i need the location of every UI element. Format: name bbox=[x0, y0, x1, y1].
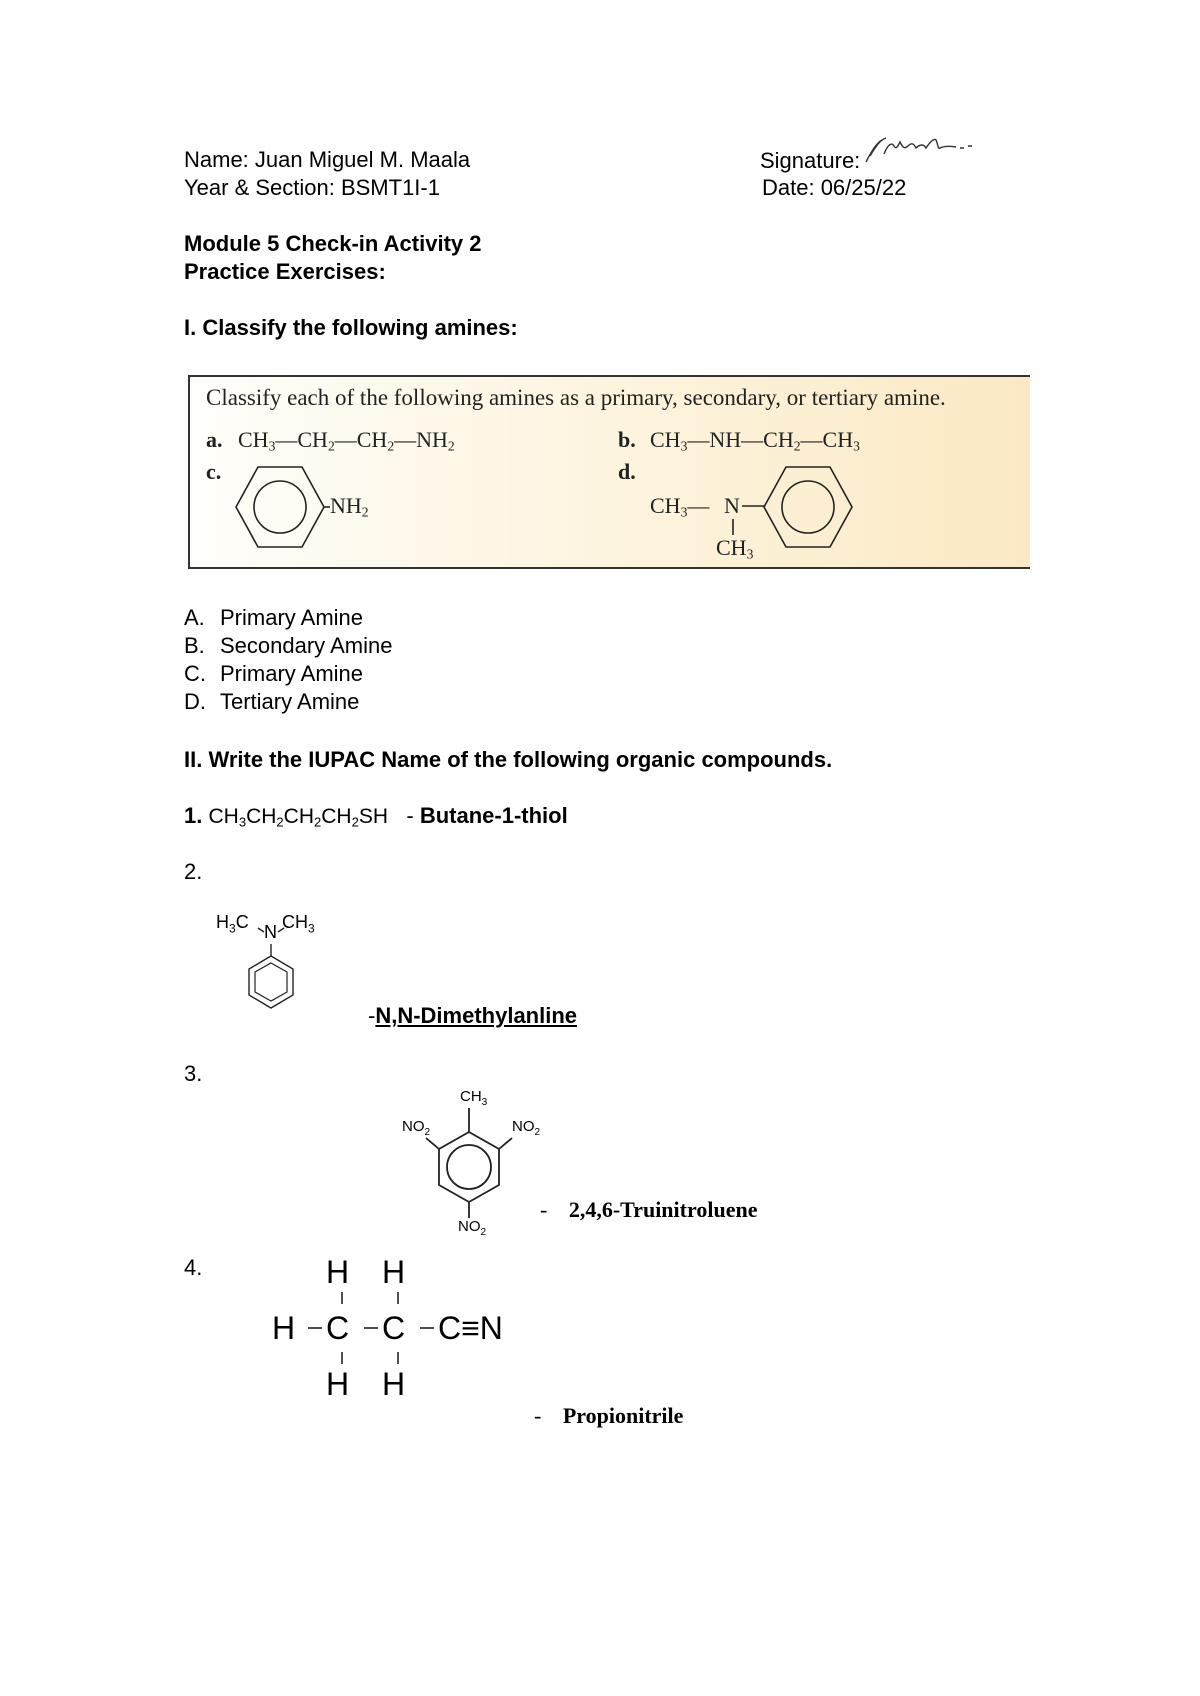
label-c: c. bbox=[206, 459, 222, 484]
practice-subtitle: Practice Exercises: bbox=[184, 259, 386, 284]
q1-formula: $CH_3CH_2CH_2CH_2SH$ bbox=[208, 805, 389, 830]
q4-number: 4. bbox=[184, 1255, 203, 1280]
q2-ch3: $CH_3$ bbox=[282, 912, 315, 936]
answer-c: C. Primary Amine bbox=[184, 661, 364, 686]
signature-mark bbox=[860, 132, 980, 172]
signature-label: Signature: bbox=[760, 148, 861, 173]
date-line: Date: 06/25/22 bbox=[762, 175, 907, 200]
label-b: b. bbox=[618, 427, 636, 452]
q4-h-top-1: H bbox=[326, 1254, 350, 1290]
q4-bonds bbox=[290, 1290, 450, 1370]
q2-dash: - bbox=[368, 1003, 376, 1028]
q1-dash: - bbox=[406, 803, 414, 828]
q3-no2-right: $NO_2$ bbox=[512, 1118, 541, 1138]
q2-answer: N,N-Dimethylanline bbox=[375, 1003, 578, 1028]
bond-d-vertical bbox=[730, 519, 736, 535]
answer-d: D. Tertiary Amine bbox=[184, 689, 360, 714]
ch3-d-left: $CH_3—$ bbox=[650, 493, 710, 520]
q1-line bbox=[184, 802, 568, 831]
q4-h-left: H bbox=[272, 1310, 296, 1346]
q4-c-2: C bbox=[382, 1310, 406, 1346]
n-d: N bbox=[724, 493, 740, 518]
q4-h-bottom-1: H bbox=[326, 1366, 350, 1402]
q4-h-top-2: H bbox=[382, 1254, 406, 1290]
q2-h3c: $H_3C$ bbox=[216, 912, 249, 936]
formula-a: $CH_3—CH_2—CH_2—NH_2$ bbox=[238, 427, 455, 454]
part2-heading: II. Write the IUPAC Name of the following organic compounds. bbox=[184, 747, 833, 772]
name-line: Name: Juan Miguel M. Maala bbox=[184, 147, 471, 172]
q3-no2-left: $NO_2$ bbox=[402, 1118, 431, 1138]
q3-ch3: $CH_3$ bbox=[460, 1088, 488, 1108]
q2-number: 2. bbox=[184, 859, 203, 884]
part1-heading: I. Classify the following amines: bbox=[184, 315, 518, 340]
q3-answer: 2,4,6-Truinitroluene bbox=[568, 1197, 758, 1222]
q1-answer: Butane-1-thiol bbox=[419, 803, 568, 828]
q4-h-bottom-2: H bbox=[382, 1366, 406, 1402]
q4-answer-line bbox=[534, 1402, 683, 1430]
ch3-d-bottom: $CH_3$ bbox=[716, 535, 754, 562]
label-d: d. bbox=[618, 459, 636, 484]
nh2-c: $NH_2$ bbox=[330, 493, 369, 520]
answer-a: A. Primary Amine bbox=[184, 605, 364, 630]
year-section-line: Year & Section: BSMT1I-1 bbox=[184, 175, 440, 200]
benzene-ring-c bbox=[230, 461, 330, 553]
q2-n: N bbox=[264, 922, 277, 942]
q4-dash: - bbox=[534, 1403, 542, 1428]
figure-instruction: Classify each of the following amines as a primary, secondary, or tertiary amine. bbox=[206, 385, 946, 410]
module-title: Module 5 Check-in Activity 2 bbox=[184, 231, 482, 256]
answer-b: B. Secondary Amine bbox=[184, 633, 393, 658]
q3-number: 3. bbox=[184, 1061, 203, 1086]
q4-answer: Propionitrile bbox=[562, 1403, 684, 1428]
formula-b: $CH_3—NH—CH_2—CH_3$ bbox=[650, 427, 860, 454]
amine-figure-box bbox=[188, 375, 1030, 569]
q4-c-1: C bbox=[326, 1310, 350, 1346]
q3-dash: - bbox=[540, 1197, 548, 1222]
q2-structure bbox=[230, 918, 320, 1028]
q3-no2-bottom: $NO_2$ bbox=[458, 1218, 487, 1238]
benzene-ring-d bbox=[740, 461, 870, 553]
q3-structure bbox=[420, 1100, 530, 1224]
q4-cn: C≡N bbox=[438, 1310, 503, 1346]
label-a: a. bbox=[206, 427, 223, 452]
q2-answer-line bbox=[368, 1002, 577, 1030]
q3-answer-line bbox=[540, 1196, 757, 1224]
q1-number: 1. bbox=[184, 803, 203, 828]
